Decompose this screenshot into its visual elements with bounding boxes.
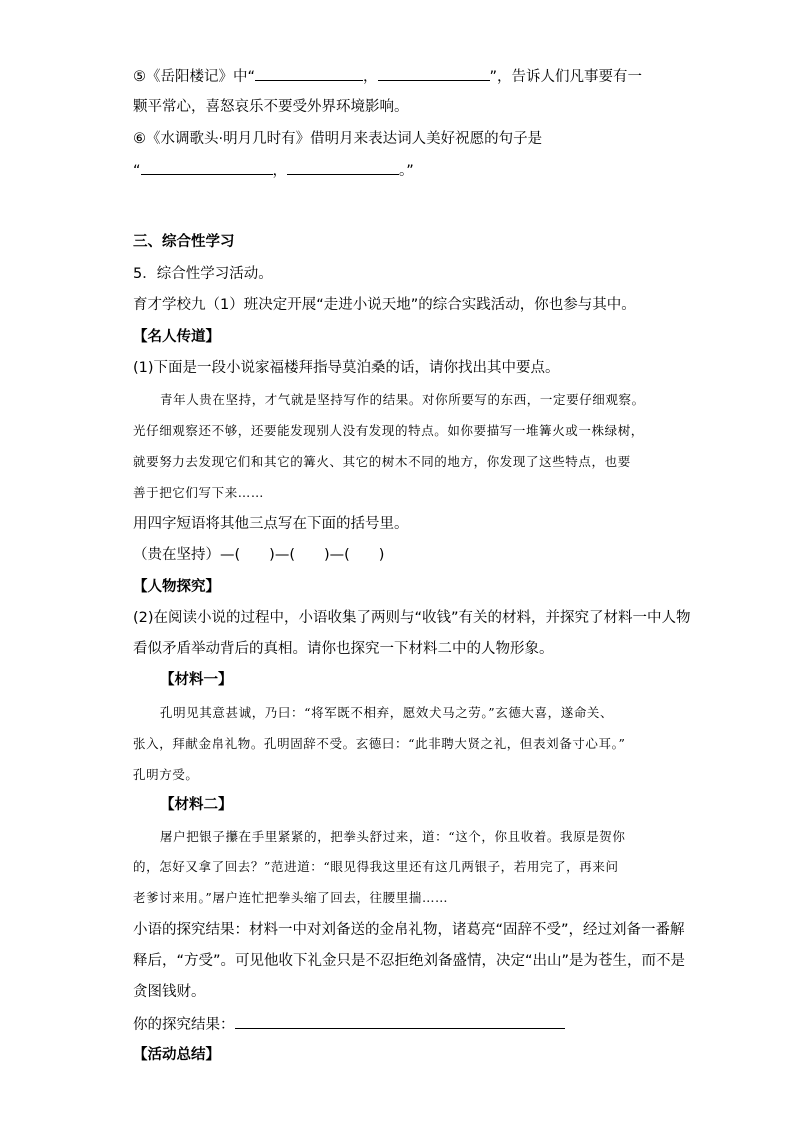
sub2-question-line: 看似矛盾举动背后的真相。请你也探究一下材料二中的人物形象。: [133, 641, 554, 657]
close-quote: 。”: [399, 163, 414, 179]
material-1-line: 张入，拜献金帛礼物。孔明固辞不受。玄德曰：“此非聘大贤之礼，但表刘备寸心耳。”: [133, 736, 626, 751]
subsection-title-3: 【活动总结】: [133, 1047, 220, 1063]
question-6-line2: [133, 160, 414, 181]
subsection-title-1: 【名人传道】: [133, 329, 220, 345]
result-line: 释后，“方受”。可见他收下礼金只是不忍拒绝刘备盛情，决定“出山”是为苍生，而不是: [133, 953, 686, 969]
sub1-instruction: 用四字短语将其他三点写在下面的括号里。: [133, 516, 409, 532]
sub2-question-line: (2)在阅读小说的过程中，小语收集了两则与“收钱”有关的材料，并探究了材料一中人物: [133, 610, 691, 626]
your-result-label: 你的探究结果：: [133, 1017, 235, 1033]
material-1-line: 孔明方受。: [133, 767, 199, 782]
sub1-question: (1)下面是一段小说家福楼拜指导莫泊桑的话，请你找出其中要点。: [133, 360, 560, 376]
sub1-answer-chain[interactable]: （贵在坚持）—( )—( )—( ): [133, 547, 385, 563]
question-5-line2: 颗平常心，喜怒哀乐不要受外界环境影响。: [133, 99, 409, 115]
your-result-row: [133, 1014, 565, 1035]
question-6-line1: ⑥《水调歌头·明月几时有》借明月来表达词人美好祝愿的句子是: [133, 131, 543, 147]
item-5-title: 5．综合性学习活动。: [133, 266, 273, 282]
material-2-line: 屠户把银子攥在手里紧紧的，把拳头舒过来，道：“这个，你且收着。我原是贺你: [160, 829, 626, 844]
question-5-line1: [133, 66, 642, 87]
quote-line: 善于把它们写下来……: [133, 485, 265, 500]
question-6-sep: ，: [272, 163, 288, 179]
material-2-title: 【材料二】: [160, 797, 233, 813]
material-1-line: 孔明见其意甚诚，乃曰：“将军既不相弃，愿效犬马之劳。”玄德大喜，遂命关、: [160, 705, 614, 720]
open-quote: “: [133, 163, 141, 179]
quote-line: 光仔细观察还不够，还要能发现别人没有发现的特点。如你要描写一堆篝火或一株绿树，: [133, 423, 644, 438]
answer-blank[interactable]: [141, 160, 273, 175]
question-5-text-b: ”，告诉人们凡事要有一: [489, 69, 643, 85]
material-2-line: 的，怎好又拿了回去？”范进道：“眼见得我这里还有这几两银子，若用完了，再来问: [133, 859, 619, 874]
result-line: 小语的探究结果：材料一中对刘备送的金帛礼物，诸葛亮“固辞不受”，经过刘备一番解: [133, 922, 685, 938]
item-5-intro: 育才学校九（1）班决定开展“走进小说天地”的综合实践活动，你也参与其中。: [133, 297, 636, 313]
subsection-title-2: 【人物探究】: [133, 579, 220, 595]
result-line: 贪图钱财。: [133, 984, 206, 1000]
answer-blank[interactable]: [255, 66, 363, 81]
quote-line: 青年人贵在坚持，才气就是坚持写作的结果。对你所要写的东西，一定要仔细观察。: [160, 392, 645, 407]
answer-blank[interactable]: [287, 160, 399, 175]
question-5-sep: ，: [363, 69, 378, 85]
answer-blank[interactable]: [378, 66, 490, 81]
question-5-text-a: ⑤《岳阳楼记》中“: [133, 69, 256, 85]
material-1-title: 【材料一】: [160, 672, 233, 688]
quote-line: 就要努力去发现它们和其它的篝火、其它的树木不同的地方，你发现了这些特点，也要: [133, 454, 631, 469]
section-title: 三、综合性学习: [133, 234, 235, 250]
material-2-line: 老爹讨来用。”屠户连忙把拳头缩了回去，往腰里揣……: [133, 890, 449, 905]
your-result-blank[interactable]: [235, 1014, 565, 1029]
